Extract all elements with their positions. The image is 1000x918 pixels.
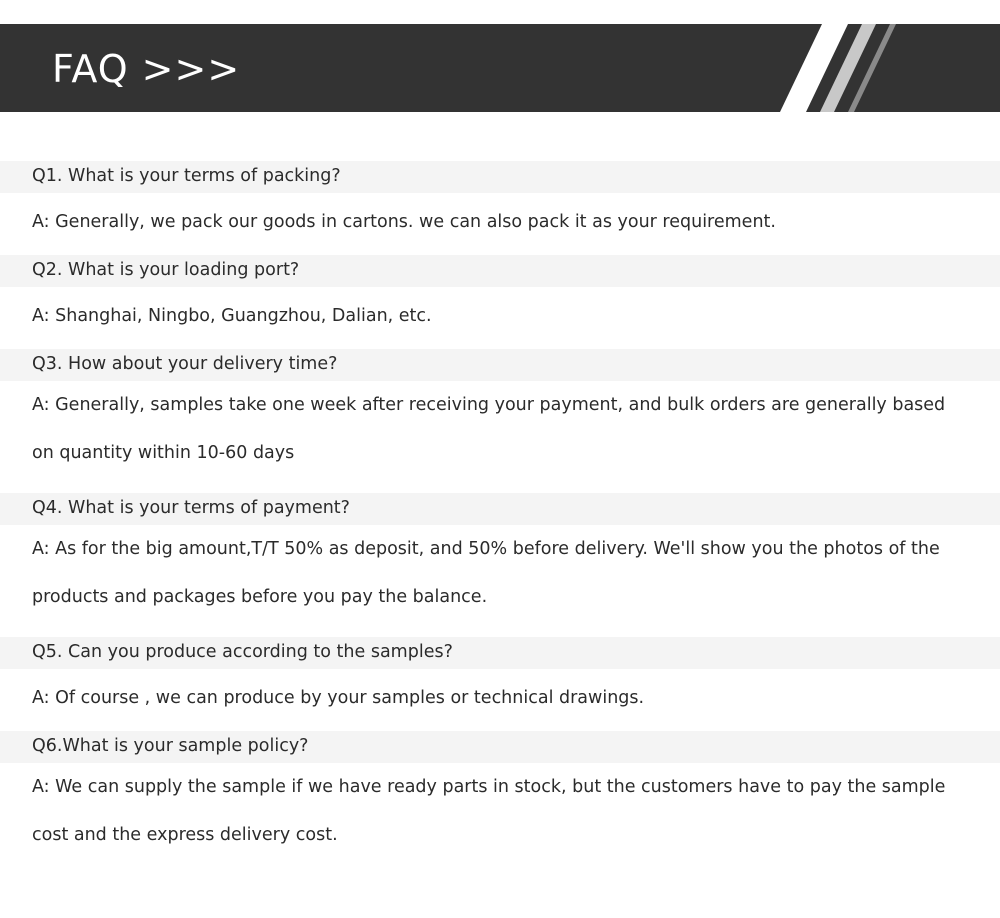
faq-question-1: Q1. What is your terms of packing?	[0, 161, 1000, 193]
faq-question-6: Q6.What is your sample policy?	[0, 731, 1000, 763]
faq-question-5: Q5. Can you produce according to the samples?	[0, 637, 1000, 669]
faq-list	[0, 161, 1000, 875]
faq-answer-text: A: Of course , we can produce by your samples or technical drawings.	[32, 688, 645, 708]
faq-answer-2	[0, 287, 1000, 349]
faq-answer-1	[0, 193, 1000, 255]
faq-answer-5	[0, 669, 1000, 731]
faq-question-3: Q3. How about your delivery time?	[0, 349, 1000, 381]
faq-answer-text: A: As for the big amount,T/T 50% as deposit, and 50% before delivery. We'll show you the photos of the products and packages before you pay the balance.	[32, 539, 940, 607]
faq-answer-4	[0, 525, 1000, 637]
faq-answer-6	[0, 763, 1000, 875]
faq-question-4: Q4. What is your terms of payment?	[0, 493, 1000, 525]
faq-answer-text: A: We can supply the sample if we have ready parts in stock, but the customers have to pay the sample cost and the express delivery cost.	[32, 777, 946, 845]
diagonal-stripes-decoration	[780, 24, 1000, 112]
faq-answer-text: A: Shanghai, Ningbo, Guangzhou, Dalian, etc.	[32, 306, 432, 326]
faq-answer-text: A: Generally, we pack our goods in cartons. we can also pack it as your requirement.	[32, 212, 776, 232]
faq-answer-text: A: Generally, samples take one week after receiving your payment, and bulk orders are generally based on quantity within 10-60 days	[32, 395, 946, 463]
faq-answer-3	[0, 381, 1000, 493]
page-title: FAQ >>>	[52, 47, 241, 91]
faq-header-banner	[0, 24, 1000, 112]
faq-question-2: Q2. What is your loading port?	[0, 255, 1000, 287]
